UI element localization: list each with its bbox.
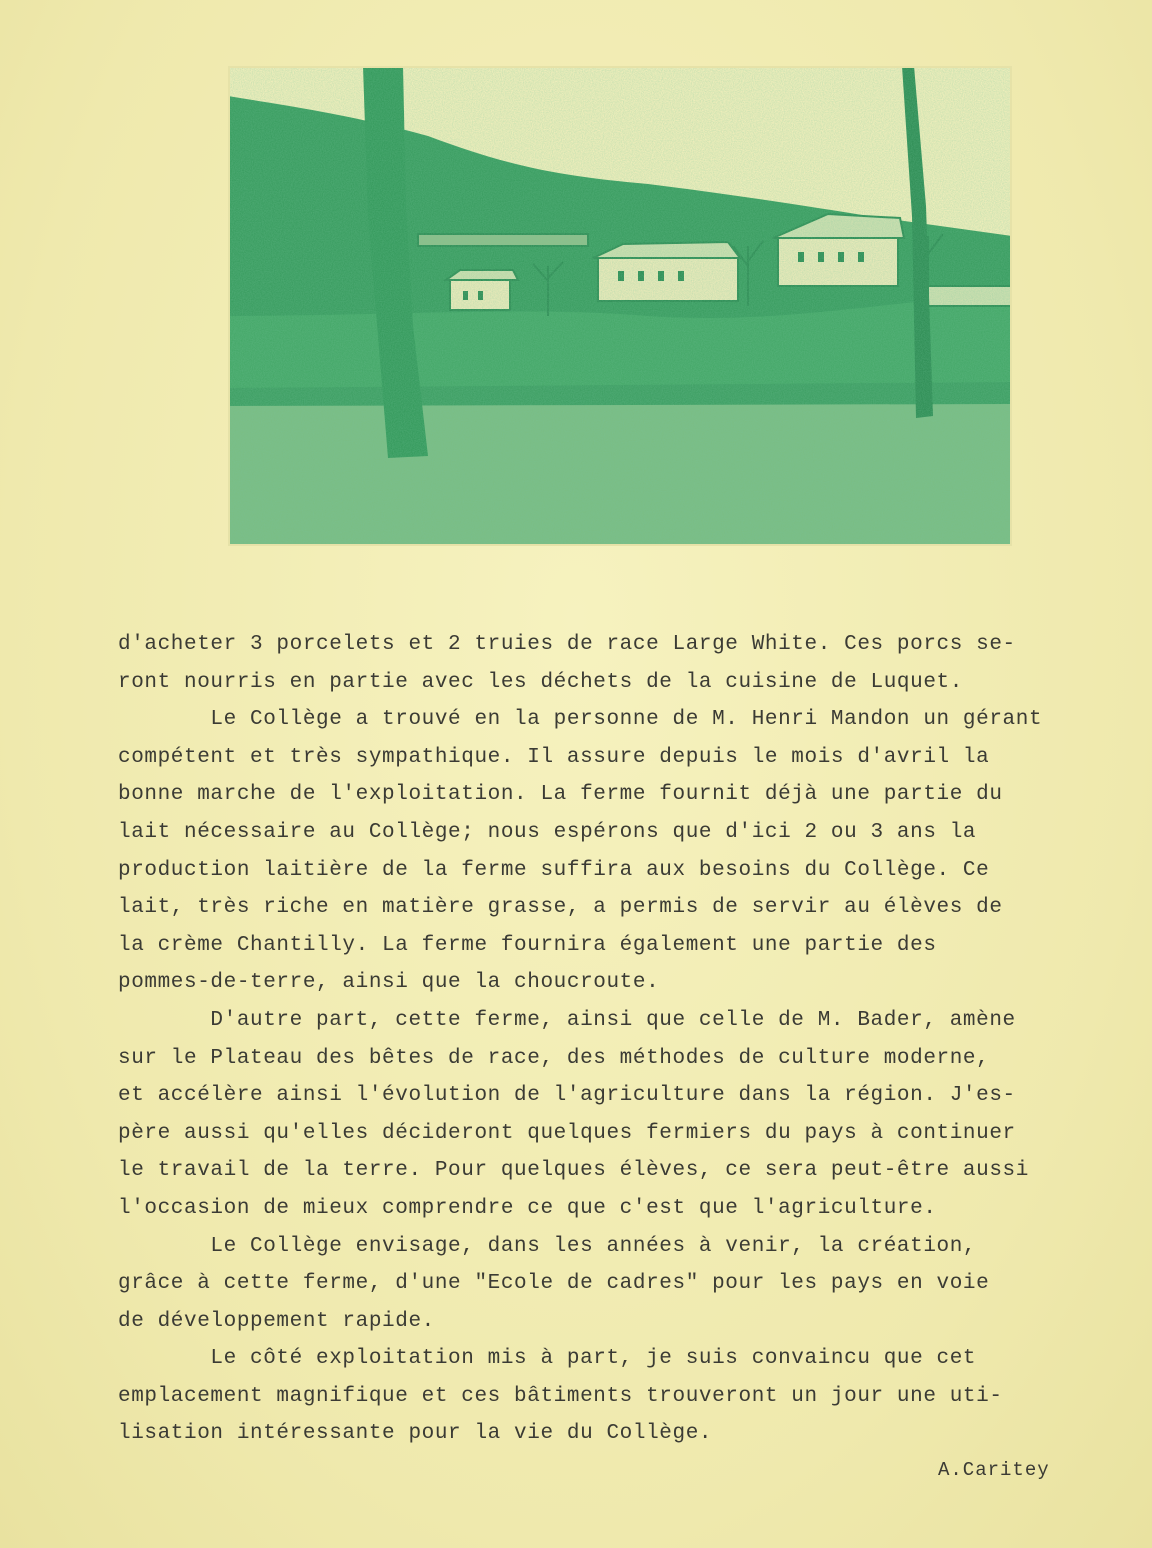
text-line: ront nourris en partie avec les déchets de la cuisine de Luquet.: [118, 670, 963, 694]
text-line: d'acheter 3 porcelets et 2 truies de race Large White. Ces porcs se-: [118, 633, 1016, 656]
text-line: l'occasion de mieux comprendre ce que c'est que l'agriculture.: [118, 1196, 937, 1220]
text-line: production laitière de la ferme suffira aux besoins du Collège. Ce: [118, 858, 990, 882]
text-line: bonne marche de l'exploitation. La ferme fournit déjà une partie du: [118, 783, 1003, 807]
text-line: Le Collège a trouvé en la personne de M. Henri Mandon un gérant: [118, 708, 1043, 732]
text-line: emplacement magnifique et ces bâtiments trouveront un jour une uti-: [118, 1384, 1003, 1408]
text-line: la crème Chantilly. La ferme fournira également une partie des: [118, 933, 937, 957]
text-line: pommes-de-terre, ainsi que la choucroute.: [118, 971, 660, 995]
text-line: lait, très riche en matière grasse, a permis de servir au élèves de: [118, 896, 1003, 920]
text-line: sur le Plateau des bêtes de race, des méthodes de culture moderne,: [118, 1046, 990, 1070]
typed-text-body: [118, 626, 1148, 1453]
text-line: et accélère ainsi l'évolution de l'agriculture dans la région. J'es-: [118, 1084, 1016, 1108]
signature: A.Caritey: [938, 1459, 1050, 1481]
text-line: compétent et très sympathique. Il assure depuis le mois d'avril la: [118, 745, 990, 769]
text-line: lisation intéressante pour la vie du Collège.: [118, 1422, 713, 1446]
farm-photograph: [228, 66, 1012, 546]
text-line: Le Collège envisage, dans les années à venir, la création,: [118, 1234, 977, 1258]
text-line: Le côté exploitation mis à part, je suis convaincu que cet: [118, 1347, 977, 1371]
text-line: père aussi qu'elles décideront quelques fermiers du pays à continuer: [118, 1121, 1016, 1145]
text-line: de développement rapide.: [118, 1309, 435, 1333]
text-line: D'autre part, cette ferme, ainsi que celle de M. Bader, amène: [118, 1008, 1016, 1032]
text-line: grâce à cette ferme, d'une "Ecole de cadres" pour les pays en voie: [118, 1272, 990, 1296]
text-line: le travail de la terre. Pour quelques élèves, ce sera peut-être aussi: [118, 1159, 1029, 1183]
text-line: lait nécessaire au Collège; nous espérons que d'ici 2 ou 3 ans la: [118, 820, 977, 844]
